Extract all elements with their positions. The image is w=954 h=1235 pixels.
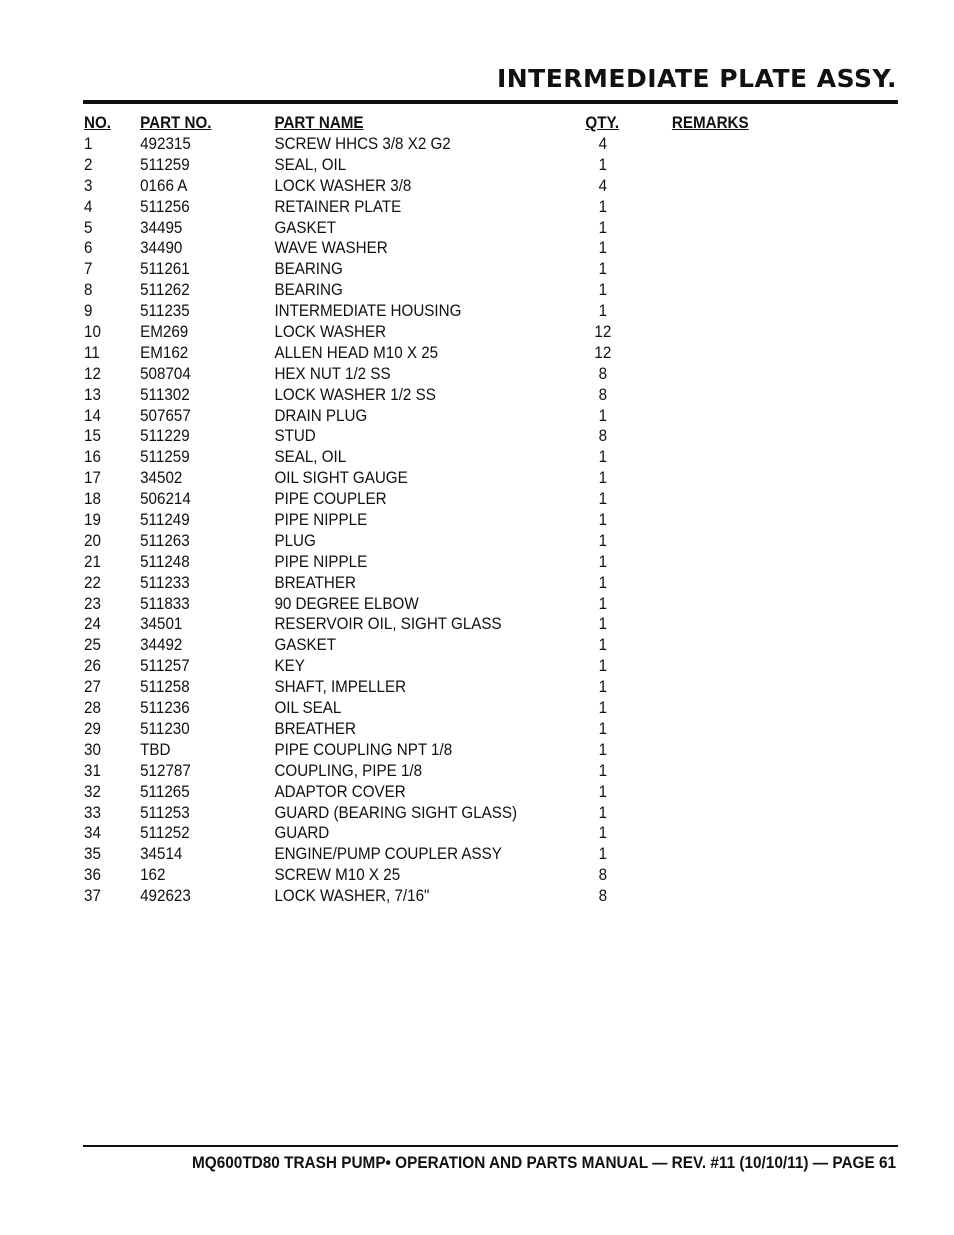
table-row (84, 280, 820, 301)
cell-part-no: 511248 (140, 552, 190, 571)
cell-part-name: OIL SIGHT GAUGE (274, 469, 408, 488)
cell-part-name: GUARD (BEARING SIGHT GLASS) (274, 803, 518, 822)
cell-no: 37 (84, 887, 101, 906)
cell-part-no: 34492 (140, 636, 183, 655)
cell-no: 4 (84, 197, 93, 216)
cell-no: 24 (84, 615, 101, 634)
header-no: NO. (84, 114, 111, 132)
cell-part-no: 0166 A (140, 176, 188, 195)
table-row (84, 259, 820, 280)
cell-part-name: PLUG (274, 531, 316, 550)
cell-qty: 1 (598, 197, 608, 216)
cell-qty: 1 (598, 406, 608, 425)
cell-no: 8 (84, 281, 93, 300)
title-divider (83, 100, 898, 104)
cell-part-no: 511258 (140, 678, 190, 697)
cell-qty: 1 (598, 552, 608, 571)
table-row (84, 698, 820, 719)
cell-qty: 1 (598, 218, 608, 237)
cell-part-no: 511236 (140, 699, 190, 718)
cell-no: 10 (84, 323, 101, 342)
cell-qty: 1 (598, 531, 608, 550)
cell-part-name: RETAINER PLATE (274, 197, 402, 216)
cell-qty: 1 (598, 573, 608, 592)
cell-part-no: 511259 (140, 155, 190, 174)
header-qty: QTY. (585, 114, 620, 132)
table-row (84, 385, 820, 406)
cell-part-name: PIPE COUPLER (274, 490, 387, 509)
footer-divider (83, 1145, 898, 1147)
table-row (84, 635, 820, 656)
table-row (84, 322, 820, 343)
cell-part-name: 90 DEGREE ELBOW (274, 594, 419, 613)
cell-part-no: EM162 (140, 343, 189, 362)
cell-qty: 1 (598, 490, 608, 509)
cell-no: 35 (84, 845, 101, 864)
cell-part-no: TBD (140, 740, 171, 759)
cell-part-name: GASKET (274, 636, 337, 655)
cell-qty: 1 (598, 302, 608, 321)
table-row (84, 406, 820, 427)
table-row (84, 301, 820, 322)
cell-qty: 1 (598, 761, 608, 780)
cell-no: 14 (84, 406, 101, 425)
cell-no: 30 (84, 740, 101, 759)
cell-part-no: 512787 (140, 761, 191, 780)
table-row (84, 510, 820, 531)
cell-qty: 8 (598, 866, 608, 885)
cell-part-no: 511265 (140, 782, 190, 801)
cell-no: 16 (84, 448, 101, 467)
cell-part-name: KEY (274, 657, 305, 676)
cell-part-name: LOCK WASHER (274, 323, 387, 342)
cell-part-name: RESERVOIR OIL, SIGHT GLASS (274, 615, 502, 634)
table-row (84, 447, 820, 468)
cell-no: 21 (84, 552, 101, 571)
table-row (84, 886, 820, 907)
cell-part-name: GASKET (274, 218, 337, 237)
cell-part-name: LOCK WASHER 3/8 (274, 176, 412, 195)
table-row (84, 823, 820, 844)
cell-part-name: PIPE NIPPLE (274, 511, 368, 530)
cell-part-name: STUD (274, 427, 316, 446)
cell-part-no: 511833 (140, 594, 190, 613)
table-row (84, 656, 820, 677)
cell-qty: 1 (598, 260, 608, 279)
cell-qty: 1 (598, 699, 608, 718)
cell-part-name: DRAIN PLUG (274, 406, 368, 425)
cell-no: 23 (84, 594, 101, 613)
cell-part-no: 511257 (140, 657, 190, 676)
cell-qty: 1 (598, 824, 608, 843)
cell-qty: 4 (598, 176, 608, 195)
cell-no: 9 (84, 302, 93, 321)
cell-no: 20 (84, 531, 101, 550)
table-row (84, 552, 820, 573)
cell-part-name: OIL SEAL (274, 699, 342, 718)
table-row (84, 803, 820, 824)
cell-part-no: 511230 (140, 719, 190, 738)
cell-no: 5 (84, 218, 93, 237)
table-header-row (84, 113, 820, 134)
cell-no: 3 (84, 176, 93, 195)
table-row (84, 426, 820, 447)
cell-qty: 1 (598, 239, 608, 258)
cell-qty: 1 (598, 636, 608, 655)
cell-part-no: 162 (140, 866, 166, 885)
cell-part-name: PIPE COUPLING NPT 1/8 (274, 740, 453, 759)
cell-part-name: ADAPTOR COVER (274, 782, 406, 801)
table-row (84, 218, 820, 239)
cell-qty: 8 (598, 887, 608, 906)
cell-qty: 12 (594, 343, 612, 362)
table-row (84, 343, 820, 364)
cell-part-no: 511262 (140, 281, 190, 300)
cell-no: 27 (84, 678, 101, 697)
cell-part-name: INTERMEDIATE HOUSING (274, 302, 462, 321)
cell-qty: 8 (598, 364, 608, 383)
cell-part-no: 492315 (140, 135, 191, 153)
cell-no: 29 (84, 719, 101, 738)
table-row (84, 468, 820, 489)
cell-part-name: SEAL, OIL (274, 448, 347, 467)
table-row (84, 155, 820, 176)
cell-qty: 1 (598, 803, 608, 822)
cell-part-no: 34495 (140, 218, 183, 237)
table-row (84, 197, 820, 218)
cell-part-name: ALLEN HEAD M10 X 25 (274, 343, 439, 362)
cell-no: 13 (84, 385, 101, 404)
table-row (84, 573, 820, 594)
cell-part-name: GUARD (274, 824, 330, 843)
cell-part-no: 506214 (140, 490, 191, 509)
cell-no: 26 (84, 657, 101, 676)
cell-part-name: HEX NUT 1/2 SS (274, 364, 391, 383)
cell-qty: 1 (598, 281, 608, 300)
cell-qty: 1 (598, 594, 608, 613)
table-row (84, 364, 820, 385)
header-remarks: REMARKS (671, 114, 749, 132)
table-row (84, 176, 820, 197)
cell-part-no: 511263 (140, 531, 190, 550)
cell-qty: 8 (598, 427, 608, 446)
cell-part-no: 511261 (140, 260, 190, 279)
table-row (84, 719, 820, 740)
cell-part-no: 511252 (140, 824, 190, 843)
cell-no: 19 (84, 511, 101, 530)
cell-qty: 1 (598, 740, 608, 759)
cell-part-no: 34501 (140, 615, 183, 634)
header-part-name: PART NAME (274, 114, 364, 132)
cell-part-no: 34514 (140, 845, 183, 864)
cell-no: 7 (84, 260, 93, 279)
cell-no: 17 (84, 469, 101, 488)
cell-part-name: ENGINE/PUMP COUPLER ASSY (274, 845, 502, 864)
cell-part-no: EM269 (140, 323, 189, 342)
cell-qty: 1 (598, 845, 608, 864)
table-row (84, 489, 820, 510)
table-row (84, 782, 820, 803)
cell-qty: 1 (598, 678, 608, 697)
parts-table (84, 113, 884, 907)
cell-part-no: 511249 (140, 511, 190, 530)
cell-no: 33 (84, 803, 101, 822)
table-row (84, 134, 820, 155)
cell-part-no: 511256 (140, 197, 190, 216)
cell-no: 18 (84, 490, 101, 509)
table-row (84, 531, 820, 552)
cell-qty: 8 (598, 385, 608, 404)
table-row (84, 761, 820, 782)
cell-part-name: SHAFT, IMPELLER (274, 678, 407, 697)
cell-part-name: SEAL, OIL (274, 155, 347, 174)
cell-part-no: 507657 (140, 406, 191, 425)
cell-part-no: 511253 (140, 803, 190, 822)
cell-part-no: 511259 (140, 448, 190, 467)
cell-no: 15 (84, 427, 101, 446)
cell-part-no: 492623 (140, 887, 191, 906)
cell-no: 1 (84, 135, 93, 153)
cell-part-name: COUPLING, PIPE 1/8 (274, 761, 423, 780)
cell-no: 36 (84, 866, 101, 885)
cell-no: 25 (84, 636, 101, 655)
cell-part-name: SCREW HHCS 3/8 X2 G2 (274, 135, 451, 153)
cell-qty: 4 (598, 135, 608, 153)
cell-part-no: 34490 (140, 239, 183, 258)
cell-no: 22 (84, 573, 101, 592)
cell-no: 32 (84, 782, 101, 801)
cell-qty: 1 (598, 719, 608, 738)
cell-part-no: 34502 (140, 469, 183, 488)
cell-qty: 1 (598, 657, 608, 676)
cell-part-no: 511235 (140, 302, 190, 321)
table-row (84, 677, 820, 698)
cell-part-name: PIPE NIPPLE (274, 552, 368, 571)
cell-part-name: LOCK WASHER 1/2 SS (274, 385, 436, 404)
cell-qty: 1 (598, 448, 608, 467)
cell-no: 31 (84, 761, 101, 780)
cell-part-name: LOCK WASHER, 7/16" (274, 887, 430, 906)
page-footer: MQ600TD80 TRASH PUMP• OPERATION AND PARTS MANUAL — REV. #11 (10/10/11) — PAGE 61 (191, 1154, 896, 1172)
cell-no: 12 (84, 364, 101, 383)
cell-no: 11 (84, 343, 100, 362)
cell-qty: 1 (598, 511, 608, 530)
cell-part-name: BEARING (274, 260, 343, 279)
cell-no: 34 (84, 824, 101, 843)
cell-qty: 1 (598, 782, 608, 801)
cell-part-name: SCREW M10 X 25 (274, 866, 401, 885)
table-row (84, 844, 820, 865)
cell-qty: 1 (598, 155, 608, 174)
cell-part-name: BEARING (274, 281, 343, 300)
table-row (84, 740, 820, 761)
cell-part-name: WAVE WASHER (274, 239, 388, 258)
cell-no: 28 (84, 699, 101, 718)
cell-qty: 1 (598, 469, 608, 488)
table-row (84, 865, 820, 886)
cell-part-name: BREATHER (274, 573, 356, 592)
table-row (84, 614, 820, 635)
cell-qty: 1 (598, 615, 608, 634)
cell-part-no: 511229 (140, 427, 190, 446)
cell-part-no: 511233 (140, 573, 190, 592)
table-row (84, 594, 820, 615)
cell-no: 2 (84, 155, 93, 174)
cell-no: 6 (84, 239, 93, 258)
cell-part-no: 511302 (140, 385, 190, 404)
cell-part-name: BREATHER (274, 719, 356, 738)
header-part-no: PART NO. (140, 114, 212, 132)
page-title: INTERMEDIATE PLATE ASSY. (496, 64, 897, 93)
table-row (84, 238, 820, 259)
cell-qty: 12 (594, 323, 612, 342)
cell-part-no: 508704 (140, 364, 191, 383)
